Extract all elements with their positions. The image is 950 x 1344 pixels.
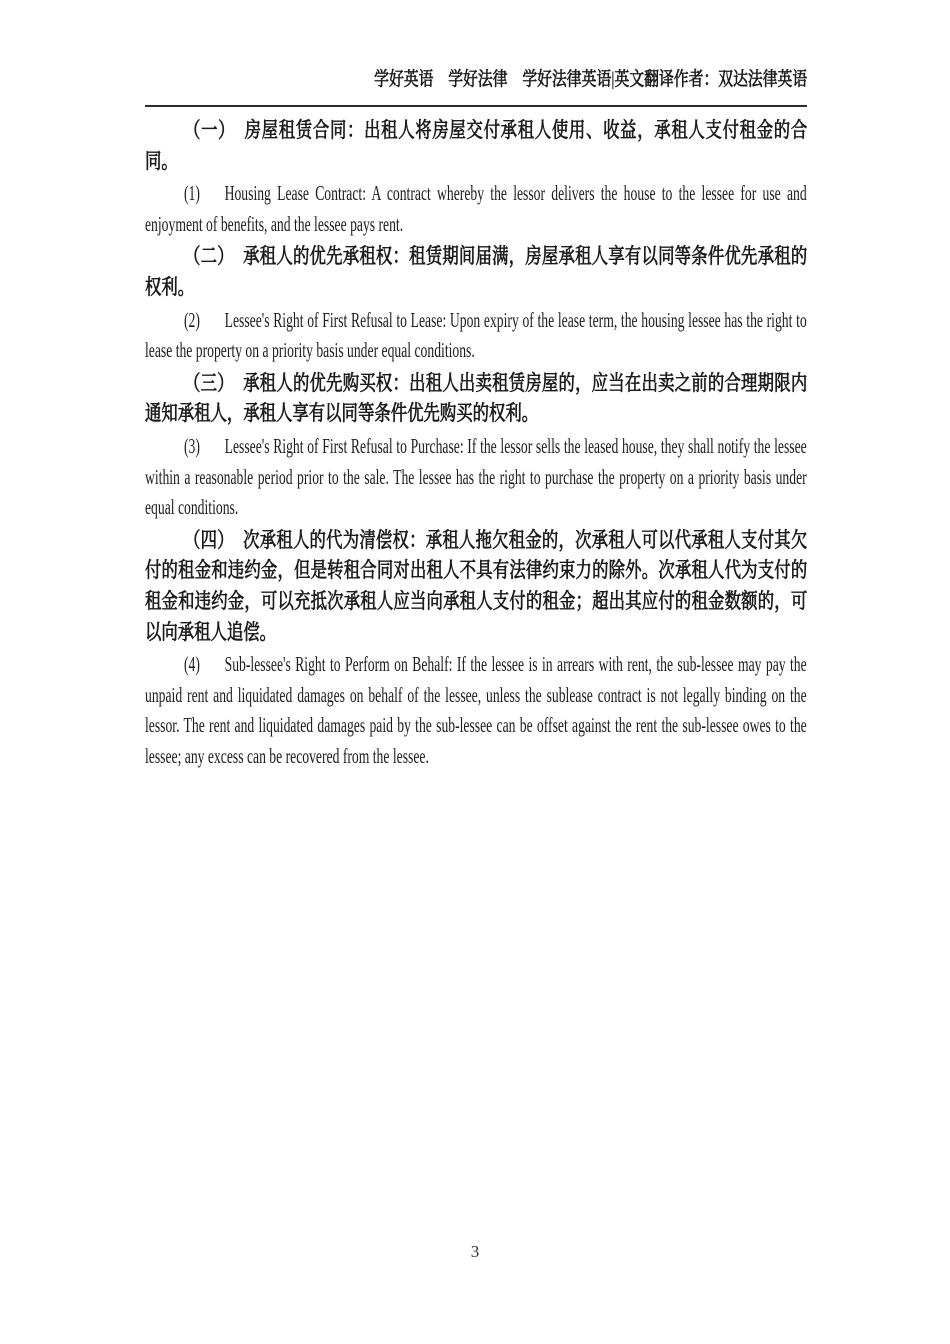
paragraph-marker: (1)	[184, 181, 200, 206]
paragraph-text: Sub-lessee's Right to Perform on Behalf: If the lessee is in arrears with rent, the sub-lessee may pay the unpaid rent and liquidated damages on behalf of the lessee, unless the sublease contract is not legally binding on the lessor. The rent and liquidated damages paid by the sub-lessee can be offset against the rent the sub-lessee owes to the lessee; any excess can be recovered from the lessee.	[145, 652, 807, 768]
page-number: 3	[470, 1242, 480, 1261]
header-divider	[145, 105, 807, 107]
document-body	[145, 115, 807, 771]
paragraph-zh-3	[145, 368, 807, 429]
paragraph-text: 次承租人的代为清偿权：承租人拖欠租金的，次承租人可以代承租人支付其欠付的租金和违约金，但是转租合同对出租人不具有法律约束力的除外。次承租人代为支付的租金和违约金，可以充抵次承租人应当向承租人支付的租金；超出其应付的租金数额的，可以向承租人追偿。	[145, 527, 808, 644]
paragraph-en-4	[145, 649, 807, 771]
paragraph-text: Housing Lease Contract: A contract whereby the lessor delivers the house to the lessee for use and enjoyment of benefits, and the lessee pays rent.	[145, 181, 807, 236]
paragraph-en-2	[145, 305, 807, 366]
paragraph-text: Lessee's Right of First Refusal to Purchase: If the lessor sells the leased house, they shall notify the lessee within a reasonable period prior to the sale. The lessee has the right to purchase the property on a priority basis under equal conditions.	[145, 433, 807, 520]
paragraph-text: 承租人的优先承租权：租赁期间届满，房屋承租人享有以同等条件优先承租的权利。	[145, 244, 808, 299]
paragraph-zh-4	[145, 525, 807, 647]
paragraph-zh-2	[145, 241, 807, 302]
page-footer	[0, 1242, 950, 1262]
paragraph-text: 承租人的优先购买权：出租人出卖租赁房屋的，应当在出卖之前的合理期限内通知承租人，承租人享有以同等条件优先购买的权利。	[145, 370, 808, 426]
paragraph-marker: （一）	[184, 118, 236, 142]
paragraph-marker: （四）	[184, 527, 234, 552]
paragraph-text: Lessee's Right of First Refusal to Lease: Upon expiry of the lease term, the housing lessee has the right to lease the property on a priority basis under equal conditions.	[145, 307, 807, 363]
header-text: 学好英语 学好法律 学好法律英语|英文翻译作者：双达法律英语	[373, 69, 807, 90]
paragraph-en-1	[145, 178, 807, 239]
paragraph-marker: (4)	[184, 652, 200, 677]
page-header	[27, 64, 807, 91]
paragraph-marker: (3)	[184, 433, 200, 458]
paragraph-marker: （二）	[184, 244, 234, 269]
paragraph-zh-1	[145, 115, 807, 176]
paragraph-en-3	[145, 431, 807, 523]
paragraph-marker: (2)	[184, 307, 200, 332]
paragraph-text: 房屋租赁合同：出租人将房屋交付承租人使用、收益，承租人支付租金的合同。	[145, 118, 808, 173]
paragraph-marker: （三）	[184, 370, 234, 395]
